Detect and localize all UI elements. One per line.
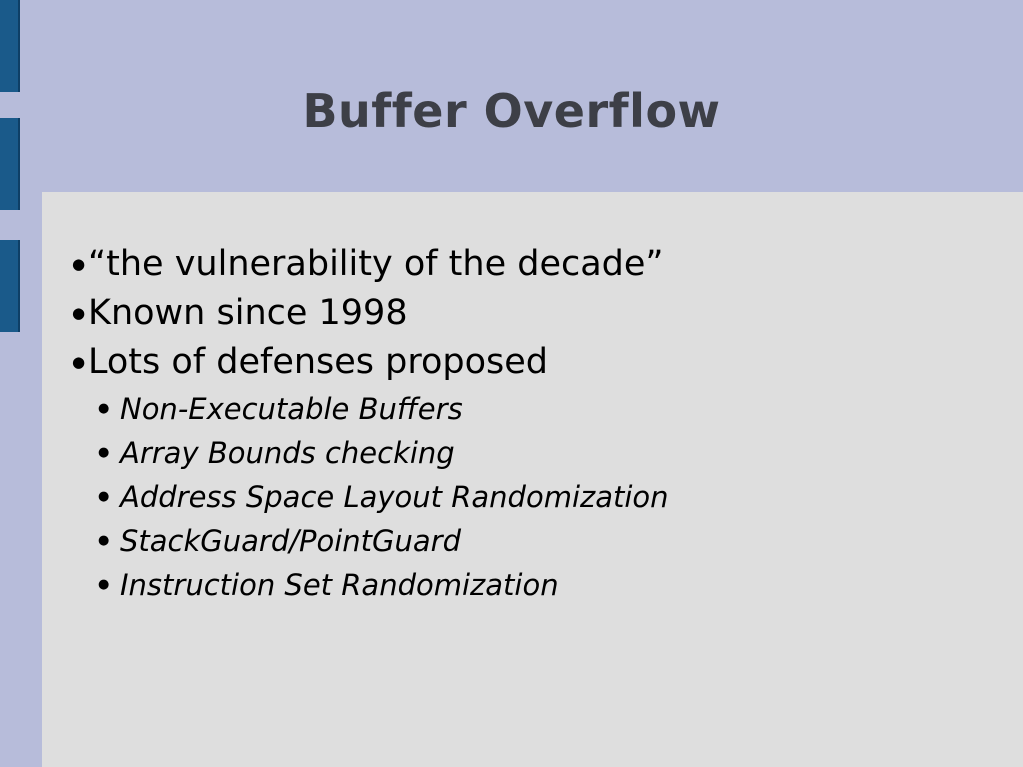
bullet-text: Lots of defenses proposed <box>88 342 549 382</box>
bullet-item <box>72 289 669 338</box>
bullet-dot-icon: ● <box>98 533 110 548</box>
bullet-dot-icon: ● <box>98 401 110 416</box>
sub-bullet-text: StackGuard/PointGuard <box>120 524 462 558</box>
sub-bullet-text: Array Bounds checking <box>120 436 455 470</box>
bullet-text: Known since 1998 <box>88 293 408 333</box>
bullet-dot-icon: ● <box>72 353 86 371</box>
bullet-item <box>72 240 669 289</box>
sub-bullet-item <box>72 519 669 563</box>
sub-bullet-item <box>72 475 669 519</box>
sub-bullet-item <box>72 431 669 475</box>
bullet-dot-icon: ● <box>98 489 110 504</box>
bullet-dot-icon: ● <box>72 304 86 322</box>
bullet-list <box>72 240 669 607</box>
sub-bullet-item <box>72 387 669 431</box>
sub-bullet-text: Non-Executable Buffers <box>120 392 463 426</box>
decorative-bar-top <box>0 0 20 92</box>
slide-title: Buffer Overflow <box>302 84 721 138</box>
sub-bullet-text: Instruction Set Randomization <box>120 568 559 602</box>
sub-bullet-text: Address Space Layout Randomization <box>120 480 669 514</box>
bullet-dot-icon: ● <box>98 577 110 592</box>
bullet-item <box>72 338 669 387</box>
bullet-text: “the vulnerability of the decade” <box>88 244 664 284</box>
bullet-dot-icon: ● <box>72 255 86 273</box>
decorative-bar-bottom <box>0 240 20 332</box>
sub-bullet-item <box>72 563 669 607</box>
bullet-dot-icon: ● <box>98 445 110 460</box>
